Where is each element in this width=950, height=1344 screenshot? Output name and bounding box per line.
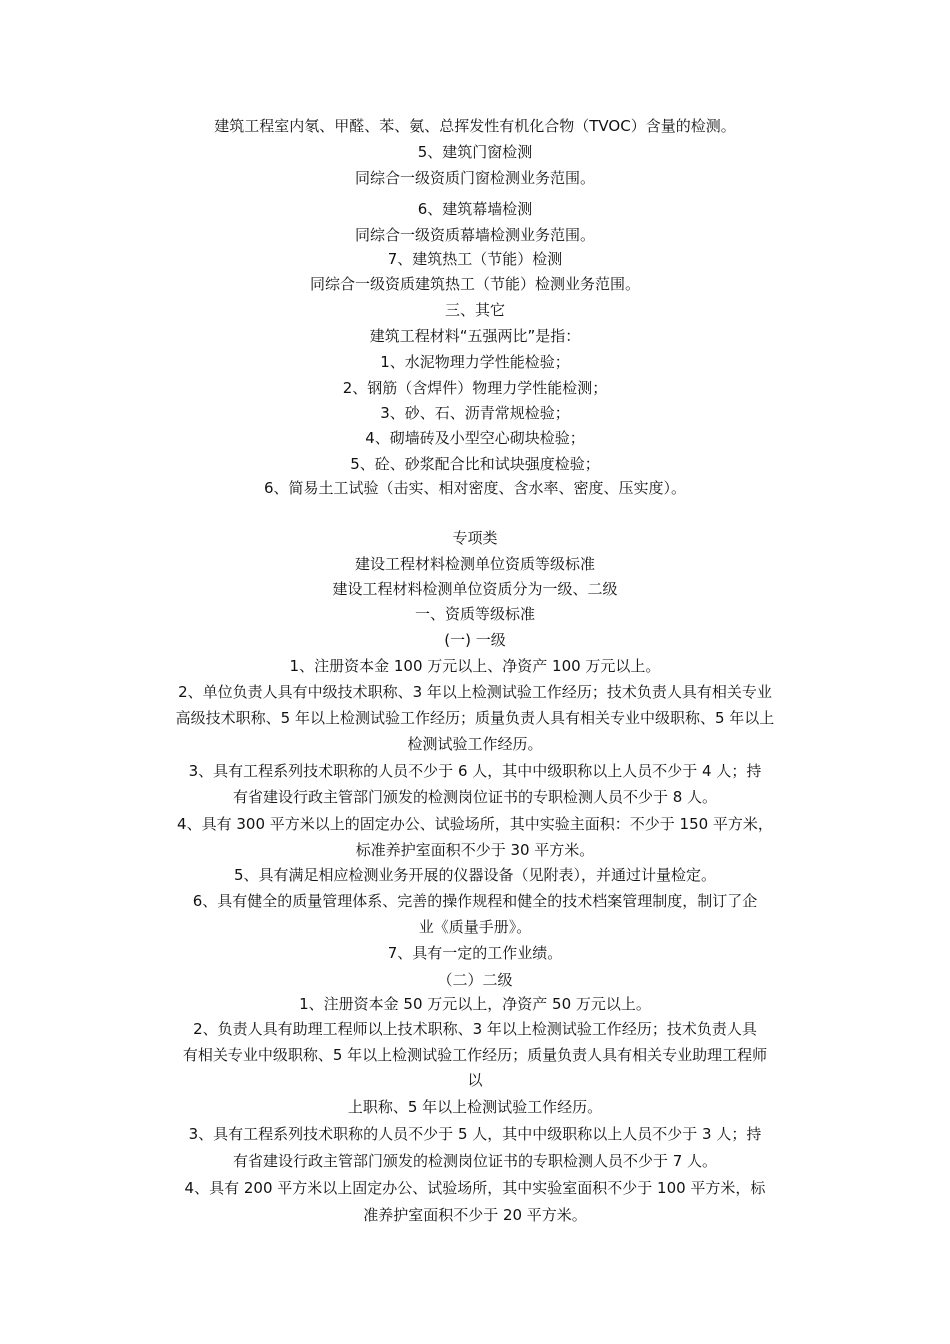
list-item: 2、钢筋（含焊件）物理力学性能检测； [342,379,608,397]
text-line: 同综合一级资质门窗检测业务范围。 [354,169,595,187]
list-item-continued: 有省建设行政主管部门颁发的检测岗位证书的专职检测人员不少于 7 人。 [232,1152,718,1170]
list-item: 6、具有健全的质量管理体系、完善的操作规程和健全的技术档案管理制度，制订了企 [192,892,758,910]
list-item-continued: 有相关专业中级职称、5 年以上检测试验工作经历；质量负责人具有相关专业助理工程师 [182,1046,768,1064]
section-heading: 5、建筑门窗检测 [417,143,533,161]
text-line: 建设工程材料检测单位资质分为一级、二级 [332,580,618,598]
text-line: 建筑工程材料“五强两比”是指： [369,327,581,345]
list-item: 5、具有满足相应检测业务开展的仪器设备（见附表），并通过计量检定。 [233,866,717,884]
list-item: 4、砌墙砖及小型空心砌块检验； [365,429,585,447]
subsection-heading: (一) 一级 [444,631,506,649]
list-item-continued: 高级技术职称、5 年以上检测试验工作经历；质量负责人具有相关专业中级职称、5 年以上 [175,709,775,727]
list-item-continued: 上职称、5 年以上检测试验工作经历。 [347,1098,603,1116]
section-heading: 三、其它 [444,301,505,319]
list-item: 3、砂、石、沥青常规检验； [380,404,570,422]
list-item-continued: 以 [467,1071,483,1089]
list-item: 1、注册资本金 100 万元以上、净资产 100 万元以上。 [289,657,661,675]
category-heading: 专项类 [452,529,498,547]
list-item-continued: 检测试验工作经历。 [407,735,543,753]
list-item: 4、具有 200 平方米以上固定办公、试验场所，其中实验室面积不少于 100 平方米，标 [184,1179,766,1197]
list-item-continued: 标准养护室面积不少于 30 平方米。 [355,841,595,859]
list-item-continued: 业《质量手册》。 [418,918,532,936]
text-line: 同综合一级资质幕墙检测业务范围。 [354,226,595,244]
section-heading: 6、建筑幕墙检测 [417,200,533,218]
list-item: 3、具有工程系列技术职称的人员不少于 5 人，其中中级职称以上人员不少于 3 人；持 [188,1125,762,1143]
list-item: 2、负责人具有助理工程师以上技术职称、3 年以上检测试验工作经历；技术负责人具 [193,1020,757,1038]
list-item-continued: 有省建设行政主管部门颁发的检测岗位证书的专职检测人员不少于 8 人。 [232,788,718,806]
subsection-heading: （二）二级 [437,971,513,989]
text-line: 同综合一级资质建筑热工（节能）检测业务范围。 [309,275,640,293]
section-heading: 7、建筑热工（节能）检测 [387,250,563,268]
list-item: 7、具有一定的工作业绩。 [387,944,563,962]
list-item-continued: 准养护室面积不少于 20 平方米。 [363,1206,587,1224]
list-item: 6、简易土工试验（击实、相对密度、含水率、密度、压实度）。 [263,479,687,497]
list-item: 4、具有 300 平方米以上的固定办公、试验场所，其中实验主面积：不少于 150 平方米， [177,815,773,833]
text-line: 建筑工程室内氡、甲醛、苯、氨、总挥发性有机化合物（TVOC）含量的检测。 [214,117,736,135]
section-heading: 一、资质等级标准 [414,605,535,623]
document-title: 建设工程材料检测单位资质等级标准 [354,555,595,573]
list-item: 3、具有工程系列技术职称的人员不少于 6 人，其中中级职称以上人员不少于 4 人；持 [188,762,762,780]
list-item: 1、注册资本金 50 万元以上，净资产 50 万元以上。 [299,995,651,1013]
list-item: 5、砼、砂浆配合比和试块强度检验； [350,455,600,473]
list-item: 1、水泥物理力学性能检验； [380,353,570,371]
list-item: 2、单位负责人具有中级技术职称、3 年以上检测试验工作经历；技术负责人具有相关专业 [178,683,772,701]
